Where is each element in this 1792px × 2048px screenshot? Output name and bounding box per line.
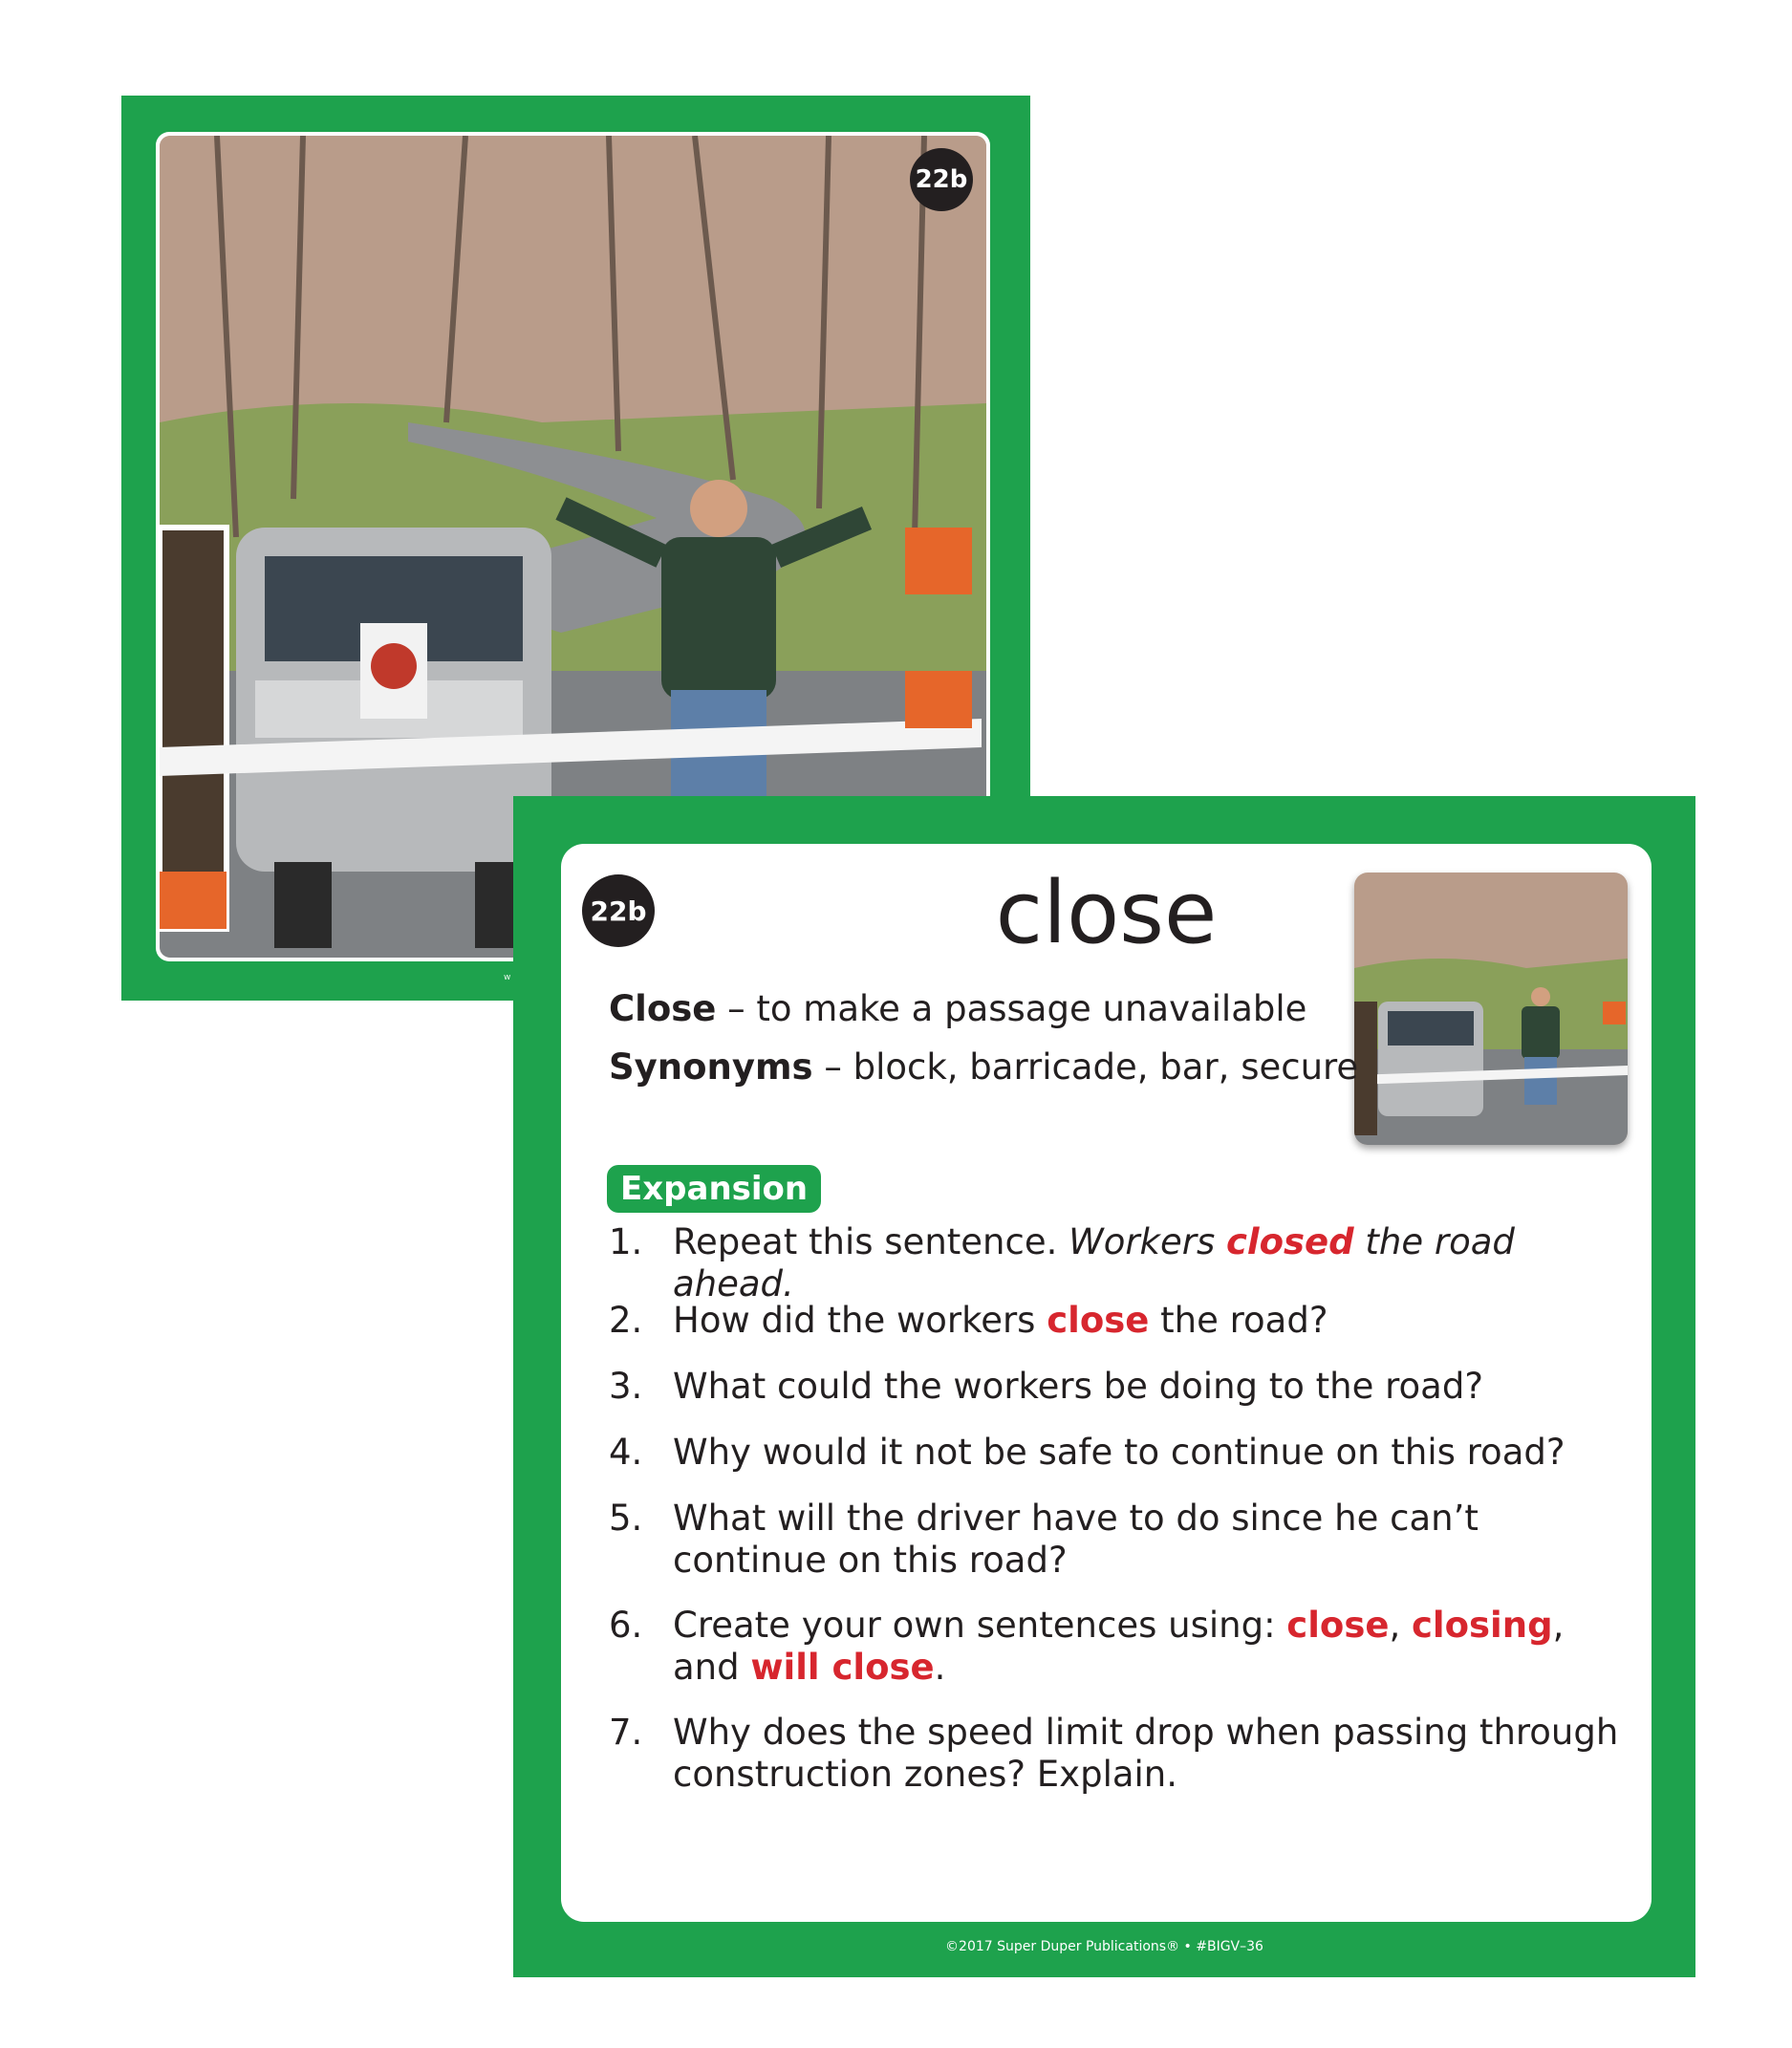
back-card-number-badge: 22b	[582, 874, 655, 947]
question-text: Why would it not be safe to continue on this road?	[673, 1432, 1565, 1473]
question-item	[609, 1712, 1641, 1796]
question-item	[609, 1221, 1641, 1305]
question-number: 1.	[609, 1221, 643, 1262]
question-number: 4.	[609, 1432, 643, 1473]
question-text: What could the workers be doing to the road?	[673, 1366, 1483, 1407]
question-text: How did the workers close the road?	[673, 1300, 1328, 1341]
front-card-number-badge: 22b	[910, 148, 973, 211]
question-text: Why does the speed limit drop when passing through construction zones? Explain.	[673, 1712, 1619, 1795]
definition-separator: –	[716, 988, 757, 1029]
copyright-footer: ©2017 Super Duper Publications® • #BIGV–36	[945, 1939, 1263, 1954]
definition-line	[609, 988, 1306, 1030]
expansion-label: Expansion	[607, 1165, 821, 1213]
question-item	[609, 1432, 1641, 1474]
front-card-footer: w	[504, 973, 511, 982]
synonyms-separator: –	[812, 1046, 853, 1088]
thumbnail-photo	[1354, 873, 1628, 1145]
vocabulary-word-title: close	[995, 863, 1218, 963]
question-item	[609, 1498, 1641, 1582]
question-text: Create your own sentences using: close, closing, and will close.	[673, 1605, 1565, 1688]
question-number: 5.	[609, 1498, 643, 1539]
back-card	[513, 796, 1695, 1977]
question-item	[609, 1366, 1641, 1408]
question-item	[609, 1605, 1641, 1689]
question-text: What will the driver have to do since he can’t continue on this road?	[673, 1498, 1479, 1581]
synonyms-list: block, barricade, bar, secure	[853, 1046, 1359, 1088]
question-text: Repeat this sentence. Workers closed the road ahead.	[673, 1221, 1515, 1304]
definition-term: Close	[609, 988, 717, 1029]
question-number: 6.	[609, 1605, 643, 1646]
question-item	[609, 1300, 1641, 1342]
question-number: 7.	[609, 1712, 643, 1753]
thumbnail-photo-illustration	[1354, 873, 1628, 1145]
question-number: 3.	[609, 1366, 643, 1407]
question-number: 2.	[609, 1300, 643, 1341]
synonyms-label: Synonyms	[609, 1046, 813, 1088]
definition-meaning: to make a passage unavailable	[756, 988, 1307, 1029]
back-card-panel	[561, 844, 1652, 1922]
synonyms-line	[609, 1046, 1358, 1089]
